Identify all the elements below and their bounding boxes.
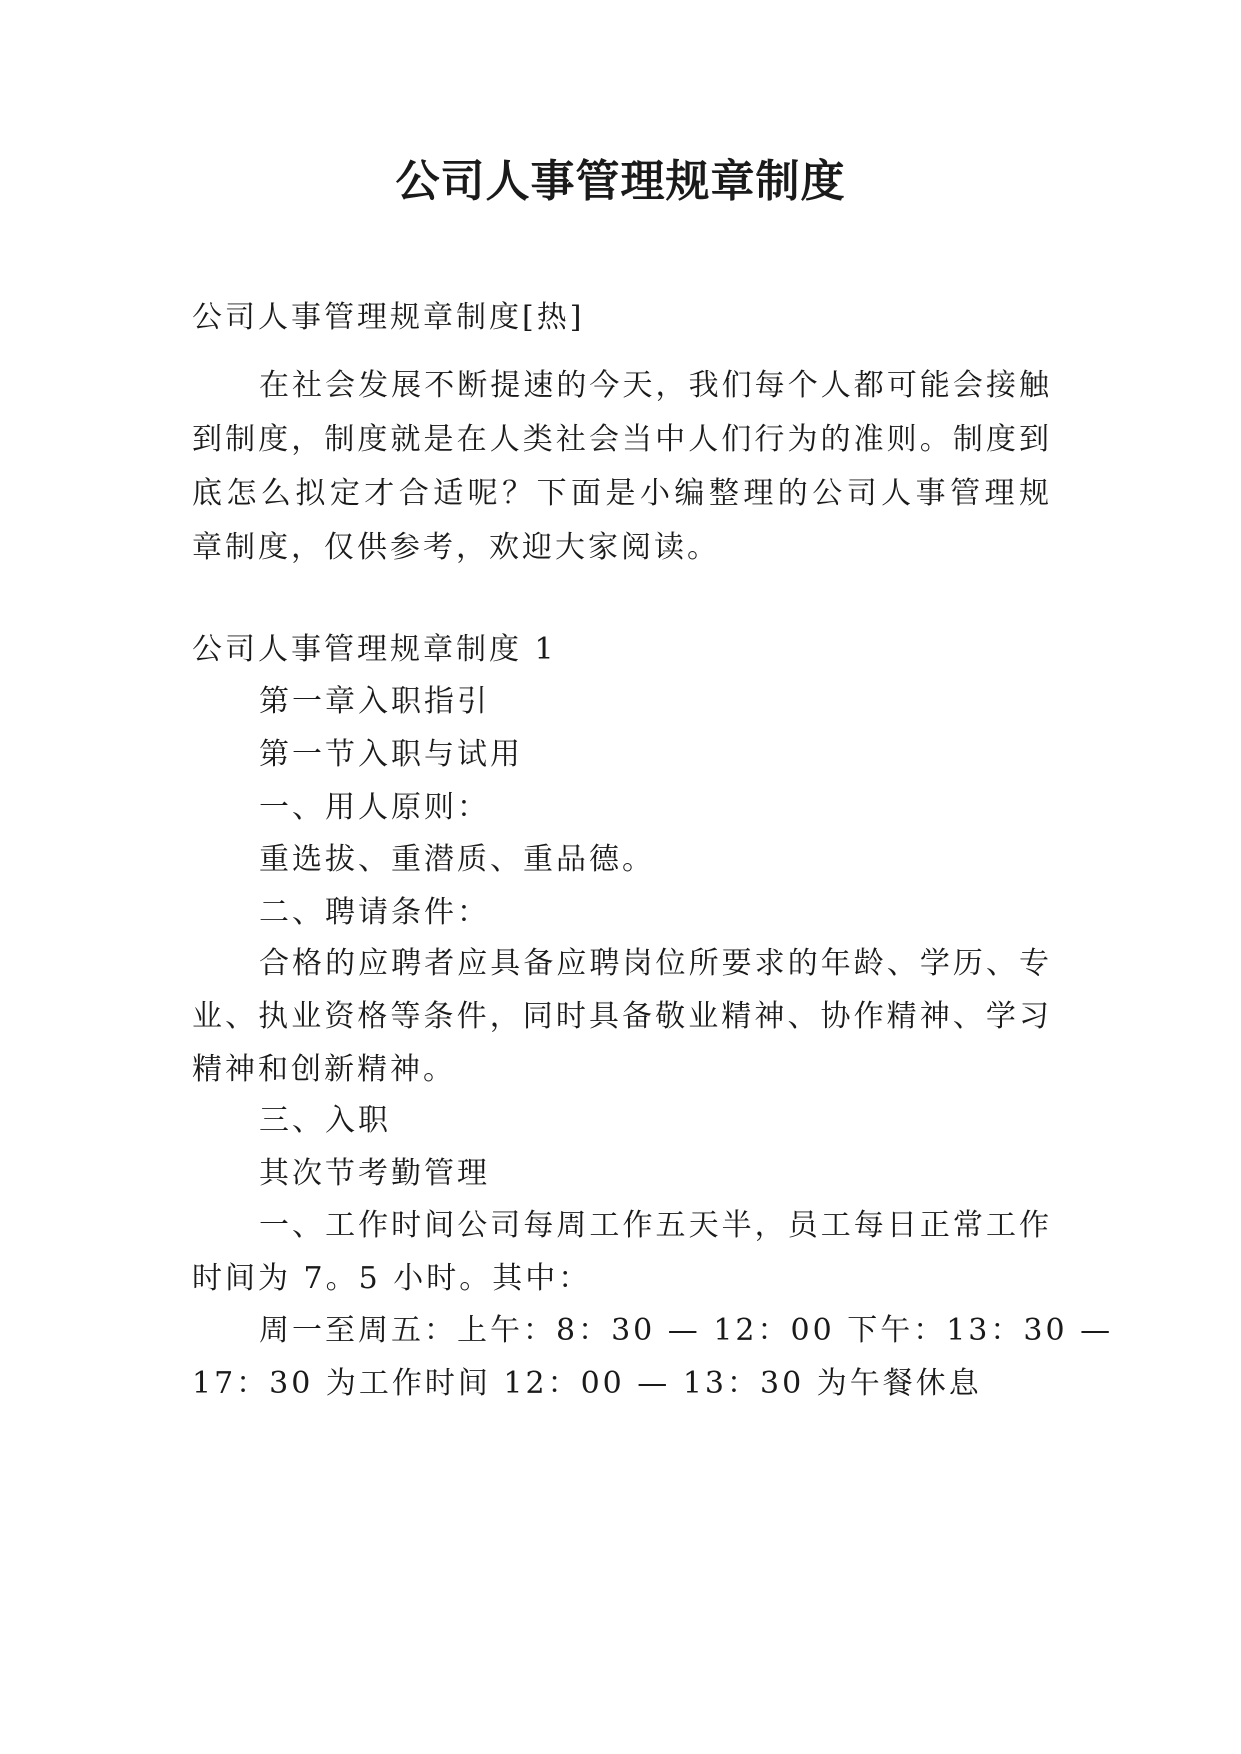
item1-heading: 一、用人原则： bbox=[259, 790, 490, 825]
intro-line-4: 章制度，仅供参考，欢迎大家阅读。 bbox=[192, 530, 720, 565]
item2-line-3: 精神和创新精神。 bbox=[192, 1052, 456, 1087]
chapter-heading: 第一章入职指引 bbox=[259, 684, 490, 719]
item2-line-2: 业、执业资格等条件，同时具备敬业精神、协作精神、学习 bbox=[192, 999, 1052, 1034]
intro-line-3: 底怎么拟定才合适呢？下面是小编整理的公司人事管理规 bbox=[192, 476, 1052, 511]
section-heading: 公司人事管理规章制度 1 bbox=[192, 632, 557, 667]
item2-heading: 二、聘请条件： bbox=[259, 895, 490, 930]
schedule-line-2: 17：30 为工作时间 12：00 — 13：30 为午餐休息 bbox=[192, 1366, 982, 1401]
section1-heading: 第一节入职与试用 bbox=[259, 737, 523, 772]
item3-heading: 三、入职 bbox=[259, 1103, 391, 1138]
item2-line-1: 合格的应聘者应具备应聘岗位所要求的年龄、学历、专 bbox=[259, 946, 1052, 981]
section2-heading: 其次节考勤管理 bbox=[259, 1156, 490, 1191]
intro-line-2: 到制度，制度就是在人类社会当中人们行为的准则。制度到 bbox=[192, 422, 1052, 457]
item1-text: 重选拔、重潜质、重品德。 bbox=[259, 842, 655, 877]
schedule-line-1: 周一至周五：上午：8：30 — 12：00 下午：13：30 — bbox=[259, 1313, 1114, 1348]
worktime-line-2: 时间为 7。5 小时。其中： bbox=[192, 1261, 592, 1296]
document-title: 公司人事管理规章制度 bbox=[395, 156, 846, 207]
worktime-line-1: 一、工作时间公司每周工作五天半，员工每日正常工作 bbox=[259, 1208, 1052, 1243]
intro-line-1: 在社会发展不断提速的今天，我们每个人都可能会接触 bbox=[259, 368, 1052, 403]
document-subtitle: 公司人事管理规章制度[热] bbox=[192, 300, 585, 335]
